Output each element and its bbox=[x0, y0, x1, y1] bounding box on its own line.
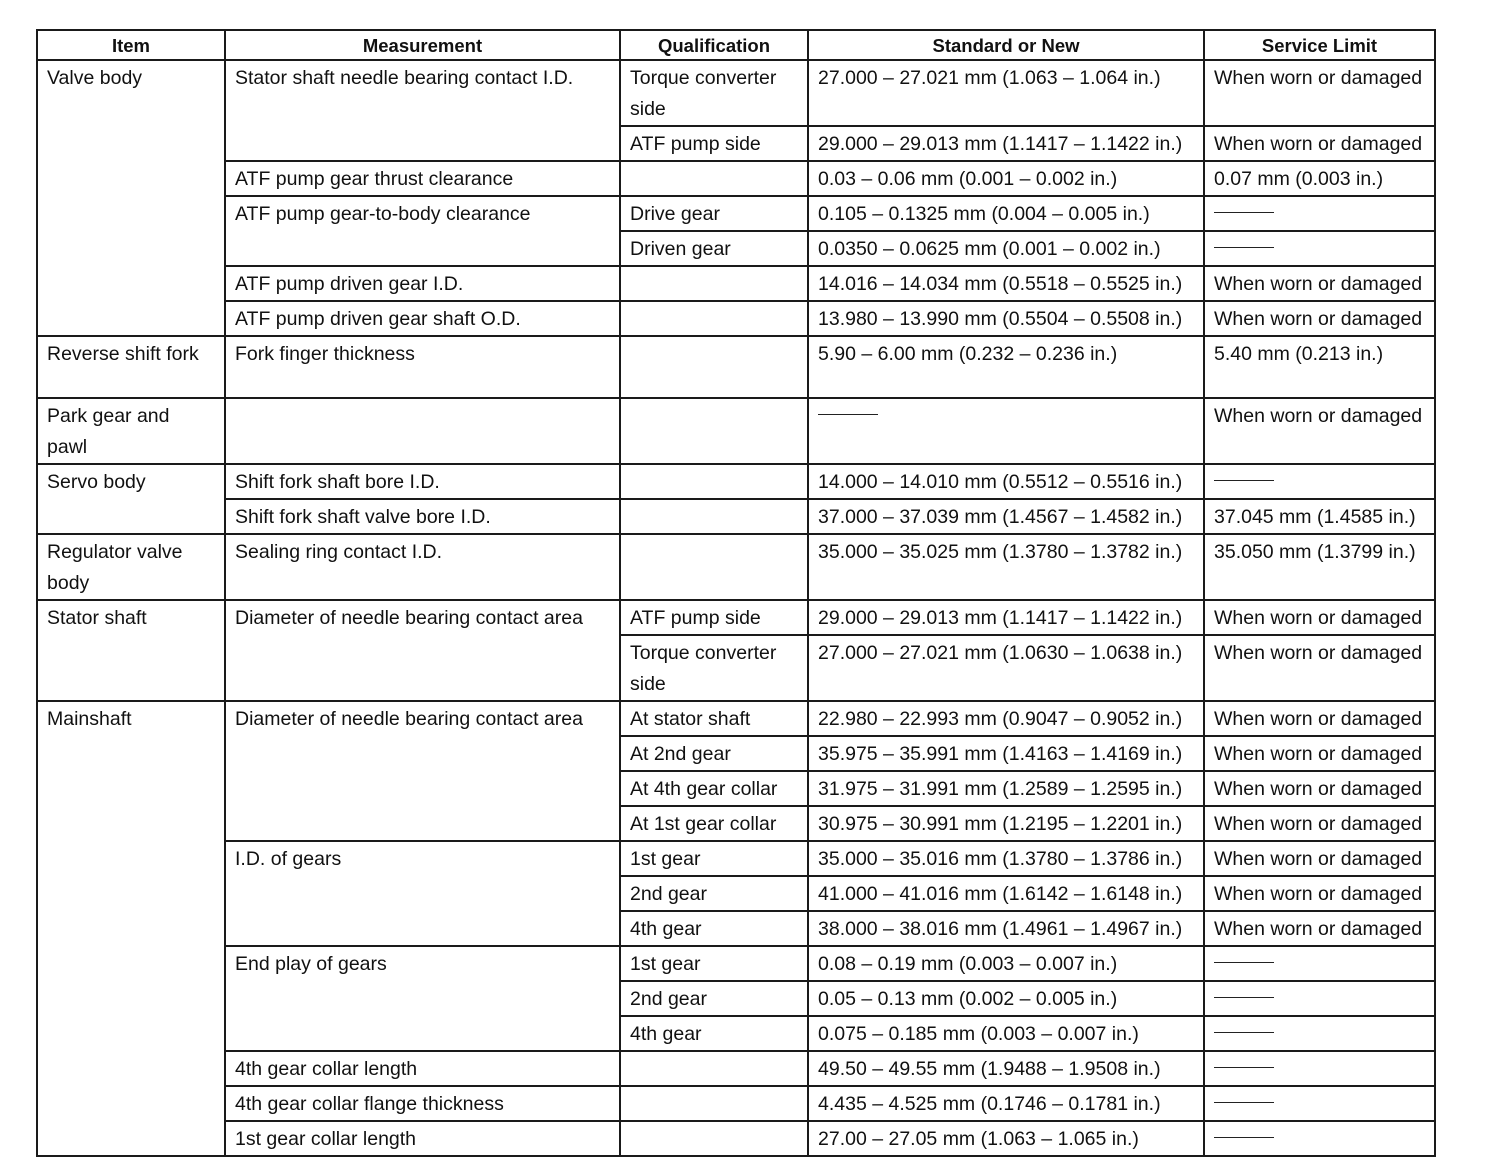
qualification-cell: At 4th gear collar bbox=[620, 771, 808, 806]
service-limit-cell: 0.07 mm (0.003 in.) bbox=[1204, 161, 1435, 196]
service-limit-cell: 37.045 mm (1.4585 in.) bbox=[1204, 499, 1435, 534]
standard-cell: 41.000 – 41.016 mm (1.6142 – 1.6148 in.) bbox=[808, 876, 1204, 911]
service-limit-cell: When worn or damaged bbox=[1204, 771, 1435, 806]
item-cell: Servo body bbox=[37, 464, 225, 534]
table-row bbox=[37, 499, 1435, 534]
measurement-cell: End play of gears bbox=[225, 946, 620, 1051]
measurement-cell: 4th gear collar length bbox=[225, 1051, 620, 1086]
measurement-cell: ATF pump driven gear shaft O.D. bbox=[225, 301, 620, 336]
measurement-cell: Shift fork shaft valve bore I.D. bbox=[225, 499, 620, 534]
qualification-cell: 2nd gear bbox=[620, 981, 808, 1016]
qualification-cell bbox=[620, 1086, 808, 1121]
measurement-cell: 1st gear collar length bbox=[225, 1121, 620, 1156]
qualification-cell bbox=[620, 464, 808, 499]
standard-cell: 29.000 – 29.013 mm (1.1417 – 1.1422 in.) bbox=[808, 600, 1204, 635]
standard-cell: 0.0350 – 0.0625 mm (0.001 – 0.002 in.) bbox=[808, 231, 1204, 266]
dash-mark bbox=[1214, 997, 1274, 998]
table-row bbox=[37, 701, 1435, 736]
qualification-cell bbox=[620, 301, 808, 336]
service-limit-cell: When worn or damaged bbox=[1204, 701, 1435, 736]
dash-mark bbox=[1214, 1137, 1274, 1138]
service-limit-cell bbox=[1204, 196, 1435, 231]
qualification-cell: Torque converter side bbox=[620, 635, 808, 701]
table-row bbox=[37, 600, 1435, 635]
qualification-cell bbox=[620, 398, 808, 464]
qualification-cell bbox=[620, 266, 808, 301]
dash-mark bbox=[1214, 962, 1274, 963]
table-row bbox=[37, 301, 1435, 336]
service-limit-cell: When worn or damaged bbox=[1204, 60, 1435, 126]
service-limit-cell bbox=[1204, 946, 1435, 981]
table-row bbox=[37, 1086, 1435, 1121]
service-limit-cell bbox=[1204, 1086, 1435, 1121]
table-row bbox=[37, 196, 1435, 231]
dash-mark bbox=[1214, 1067, 1274, 1068]
item-cell: Valve body bbox=[37, 60, 225, 336]
service-limit-cell: When worn or damaged bbox=[1204, 876, 1435, 911]
dash-mark bbox=[1214, 1032, 1274, 1033]
service-limit-cell: When worn or damaged bbox=[1204, 911, 1435, 946]
qualification-cell bbox=[620, 534, 808, 600]
service-limit-cell: 35.050 mm (1.3799 in.) bbox=[1204, 534, 1435, 600]
header-service-limit: Service Limit bbox=[1204, 30, 1435, 60]
header-item: Item bbox=[37, 30, 225, 60]
standard-cell: 0.03 – 0.06 mm (0.001 – 0.002 in.) bbox=[808, 161, 1204, 196]
measurement-cell: 4th gear collar flange thickness bbox=[225, 1086, 620, 1121]
item-cell: Mainshaft bbox=[37, 701, 225, 1156]
dash-mark bbox=[1214, 212, 1274, 213]
standard-cell: 4.435 – 4.525 mm (0.1746 – 0.1781 in.) bbox=[808, 1086, 1204, 1121]
qualification-cell: Driven gear bbox=[620, 231, 808, 266]
measurement-cell: Sealing ring contact I.D. bbox=[225, 534, 620, 600]
standard-cell bbox=[808, 398, 1204, 464]
standard-cell: 30.975 – 30.991 mm (1.2195 – 1.2201 in.) bbox=[808, 806, 1204, 841]
table-row bbox=[37, 60, 1435, 126]
table-row bbox=[37, 266, 1435, 301]
qualification-cell: Torque converter side bbox=[620, 60, 808, 126]
qualification-cell: 2nd gear bbox=[620, 876, 808, 911]
measurement-cell: Shift fork shaft bore I.D. bbox=[225, 464, 620, 499]
table-row bbox=[37, 161, 1435, 196]
standard-cell: 49.50 – 49.55 mm (1.9488 – 1.9508 in.) bbox=[808, 1051, 1204, 1086]
standard-cell: 14.016 – 14.034 mm (0.5518 – 0.5525 in.) bbox=[808, 266, 1204, 301]
item-cell: Park gear and pawl bbox=[37, 398, 225, 464]
table-row bbox=[37, 464, 1435, 499]
dash-mark bbox=[1214, 1102, 1274, 1103]
qualification-cell: 4th gear bbox=[620, 911, 808, 946]
qualification-cell: At 1st gear collar bbox=[620, 806, 808, 841]
qualification-cell bbox=[620, 1051, 808, 1086]
service-limit-cell bbox=[1204, 1051, 1435, 1086]
dash-mark bbox=[818, 414, 878, 415]
standard-cell: 27.00 – 27.05 mm (1.063 – 1.065 in.) bbox=[808, 1121, 1204, 1156]
table-row bbox=[37, 336, 1435, 398]
header-row bbox=[37, 30, 1435, 60]
service-limit-cell: When worn or damaged bbox=[1204, 266, 1435, 301]
table-row bbox=[37, 1051, 1435, 1086]
table-row bbox=[37, 534, 1435, 600]
qualification-cell bbox=[620, 1121, 808, 1156]
item-cell: Regulator valve body bbox=[37, 534, 225, 600]
item-cell: Reverse shift fork bbox=[37, 336, 225, 398]
qualification-cell: Drive gear bbox=[620, 196, 808, 231]
spec-table bbox=[36, 29, 1436, 1157]
table-row bbox=[37, 398, 1435, 464]
service-limit-cell: When worn or damaged bbox=[1204, 126, 1435, 161]
standard-cell: 29.000 – 29.013 mm (1.1417 – 1.1422 in.) bbox=[808, 126, 1204, 161]
service-limit-cell bbox=[1204, 464, 1435, 499]
qualification-cell bbox=[620, 336, 808, 398]
measurement-cell: ATF pump gear thrust clearance bbox=[225, 161, 620, 196]
dash-mark bbox=[1214, 247, 1274, 248]
standard-cell: 35.000 – 35.016 mm (1.3780 – 1.3786 in.) bbox=[808, 841, 1204, 876]
measurement-cell: Diameter of needle bearing contact area bbox=[225, 600, 620, 701]
standard-cell: 37.000 – 37.039 mm (1.4567 – 1.4582 in.) bbox=[808, 499, 1204, 534]
standard-cell: 35.000 – 35.025 mm (1.3780 – 1.3782 in.) bbox=[808, 534, 1204, 600]
service-limit-cell: 5.40 mm (0.213 in.) bbox=[1204, 336, 1435, 398]
service-limit-cell bbox=[1204, 981, 1435, 1016]
service-limit-cell: When worn or damaged bbox=[1204, 301, 1435, 336]
measurement-cell: Fork finger thickness bbox=[225, 336, 620, 398]
standard-cell: 27.000 – 27.021 mm (1.063 – 1.064 in.) bbox=[808, 60, 1204, 126]
standard-cell: 22.980 – 22.993 mm (0.9047 – 0.9052 in.) bbox=[808, 701, 1204, 736]
service-limit-cell: When worn or damaged bbox=[1204, 635, 1435, 701]
service-limit-cell: When worn or damaged bbox=[1204, 841, 1435, 876]
measurement-cell: ATF pump driven gear I.D. bbox=[225, 266, 620, 301]
qualification-cell: 1st gear bbox=[620, 946, 808, 981]
qualification-cell: 1st gear bbox=[620, 841, 808, 876]
qualification-cell: At 2nd gear bbox=[620, 736, 808, 771]
standard-cell: 5.90 – 6.00 mm (0.232 – 0.236 in.) bbox=[808, 336, 1204, 398]
qualification-cell: At stator shaft bbox=[620, 701, 808, 736]
standard-cell: 0.105 – 0.1325 mm (0.004 – 0.005 in.) bbox=[808, 196, 1204, 231]
header-qualification: Qualification bbox=[620, 30, 808, 60]
header-standard: Standard or New bbox=[808, 30, 1204, 60]
measurement-cell: Stator shaft needle bearing contact I.D. bbox=[225, 60, 620, 161]
standard-cell: 35.975 – 35.991 mm (1.4163 – 1.4169 in.) bbox=[808, 736, 1204, 771]
qualification-cell bbox=[620, 161, 808, 196]
measurement-cell: ATF pump gear-to-body clearance bbox=[225, 196, 620, 266]
standard-cell: 13.980 – 13.990 mm (0.5504 – 0.5508 in.) bbox=[808, 301, 1204, 336]
table-row bbox=[37, 1121, 1435, 1156]
standard-cell: 38.000 – 38.016 mm (1.4961 – 1.4967 in.) bbox=[808, 911, 1204, 946]
qualification-cell: ATF pump side bbox=[620, 126, 808, 161]
service-limit-cell: When worn or damaged bbox=[1204, 398, 1435, 464]
standard-cell: 0.08 – 0.19 mm (0.003 – 0.007 in.) bbox=[808, 946, 1204, 981]
service-limit-cell bbox=[1204, 1121, 1435, 1156]
measurement-cell: I.D. of gears bbox=[225, 841, 620, 946]
service-limit-cell: When worn or damaged bbox=[1204, 600, 1435, 635]
service-limit-cell: When worn or damaged bbox=[1204, 806, 1435, 841]
measurement-cell bbox=[225, 398, 620, 464]
qualification-cell: ATF pump side bbox=[620, 600, 808, 635]
service-limit-cell: When worn or damaged bbox=[1204, 736, 1435, 771]
standard-cell: 0.075 – 0.185 mm (0.003 – 0.007 in.) bbox=[808, 1016, 1204, 1051]
header-measurement: Measurement bbox=[225, 30, 620, 60]
standard-cell: 0.05 – 0.13 mm (0.002 – 0.005 in.) bbox=[808, 981, 1204, 1016]
dash-mark bbox=[1214, 480, 1274, 481]
item-cell: Stator shaft bbox=[37, 600, 225, 701]
table-row bbox=[37, 841, 1435, 876]
measurement-cell: Diameter of needle bearing contact area bbox=[225, 701, 620, 841]
service-limit-cell bbox=[1204, 1016, 1435, 1051]
standard-cell: 27.000 – 27.021 mm (1.0630 – 1.0638 in.) bbox=[808, 635, 1204, 701]
service-limit-cell bbox=[1204, 231, 1435, 266]
standard-cell: 14.000 – 14.010 mm (0.5512 – 0.5516 in.) bbox=[808, 464, 1204, 499]
qualification-cell bbox=[620, 499, 808, 534]
qualification-cell: 4th gear bbox=[620, 1016, 808, 1051]
standard-cell: 31.975 – 31.991 mm (1.2589 – 1.2595 in.) bbox=[808, 771, 1204, 806]
table-row bbox=[37, 946, 1435, 981]
